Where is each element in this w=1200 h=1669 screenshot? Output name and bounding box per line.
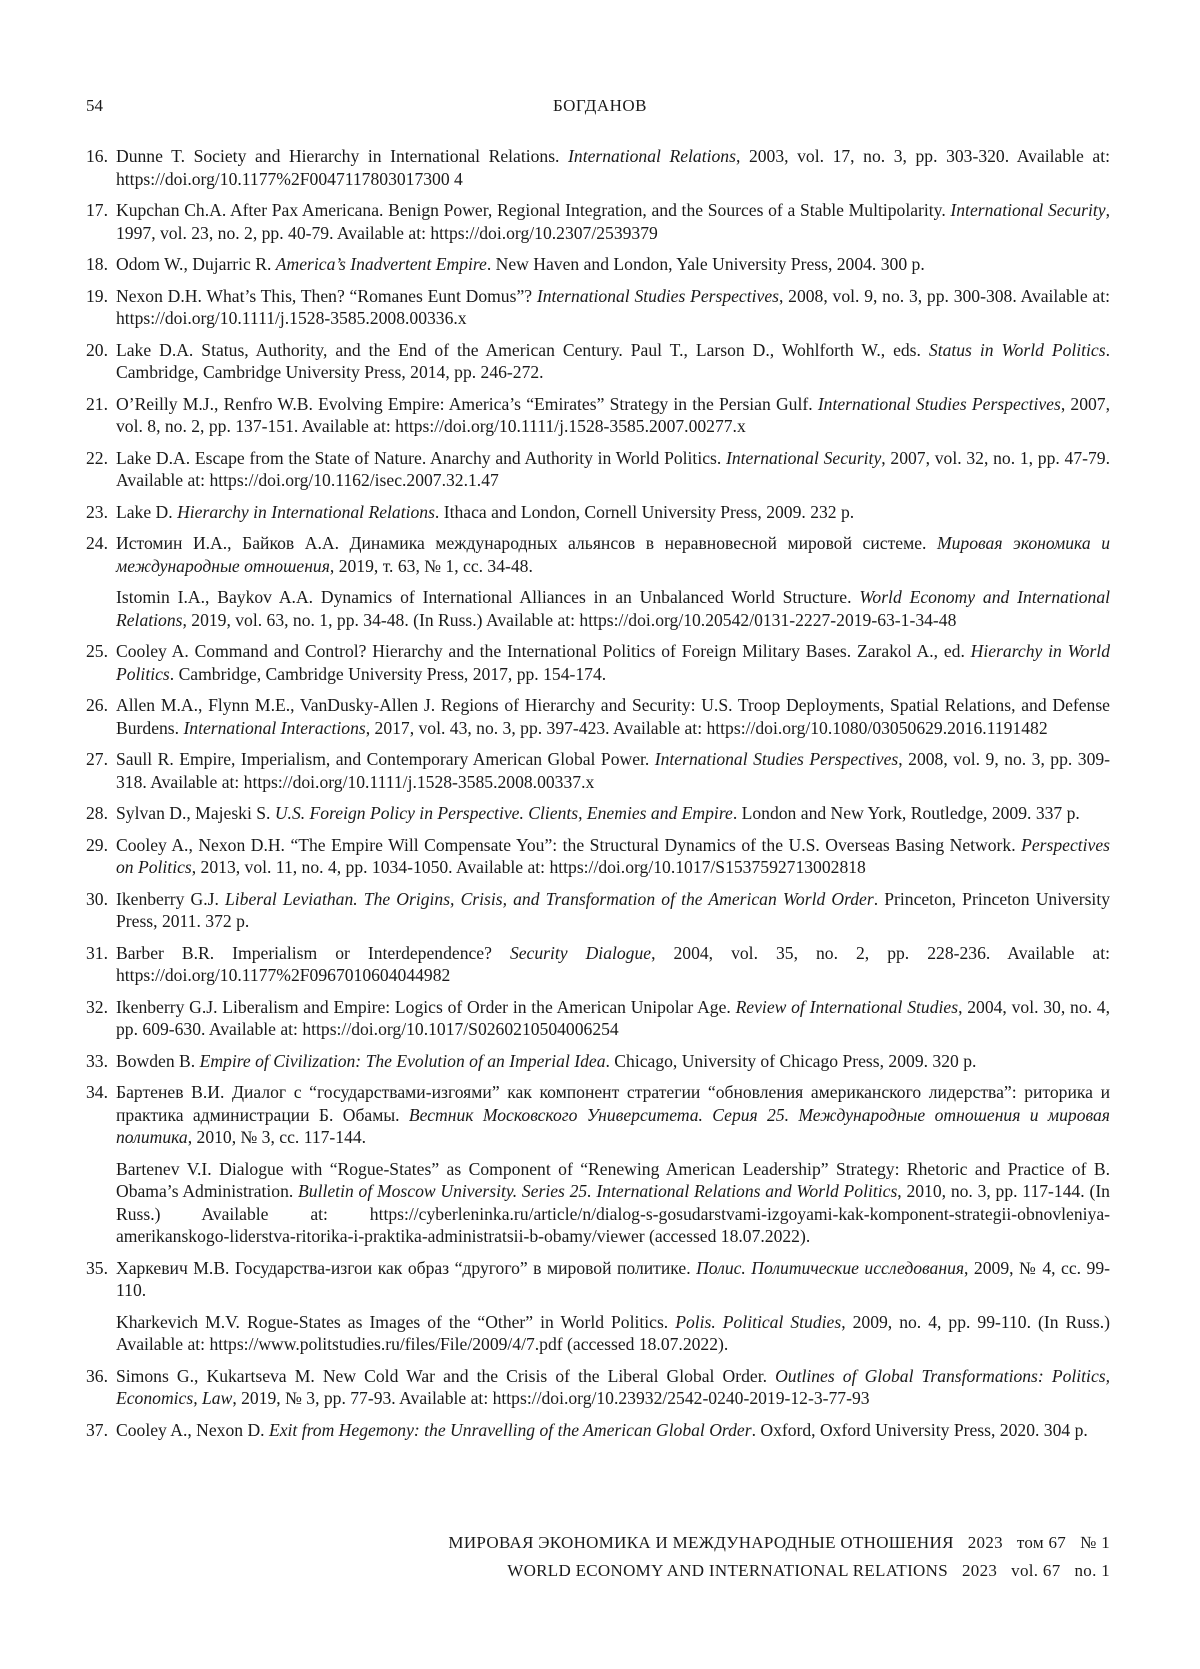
reference-text	[116, 393, 1110, 438]
reference-source-title: International Studies Perspectives	[654, 749, 899, 769]
reference-segment: Cooley A., Nexon D.	[116, 1419, 269, 1440]
reference-segment: , 2010, no. 3, pp. 117-144. (In Russ.) Available at: https://cyberleninka.ru/article/n/dialog-s-gosudarstvami-izgoyami-kak-komponent-strategii-obnovleniya-amerikanskogo-liderstva-ritorika-i-praktika-administratsii-b-obamy/viewer (accessed 18.07.2022).	[116, 1181, 1110, 1246]
reference-segment: . Oxford, Oxford University Press, 2020. 304 p.	[751, 1419, 1088, 1440]
reference-segment: Харкевич М.В. Государства-изгои как образ “другого” в мировой политике.	[116, 1257, 697, 1278]
reference-text	[116, 1365, 1110, 1410]
reference-item	[86, 888, 1110, 933]
reference-segment: , 2019, т. 63, № 1, сс. 34-48.	[329, 555, 533, 576]
reference-item	[86, 393, 1110, 438]
footer-year-ru: 2023	[967, 1533, 1003, 1552]
reference-text	[116, 802, 1110, 825]
reference-source-title: Hierarchy in International Relations	[177, 501, 435, 522]
reference-segment: Kupchan Ch.A. After Pax Americana. Benign Power, Regional Integration, and the Sources of a Stable Multipolarity.	[116, 200, 951, 220]
reference-segment: . Chicago, University of Chicago Press, 2009. 320 p.	[605, 1050, 977, 1071]
reference-number: 36.	[86, 1365, 108, 1386]
reference-number: 27.	[86, 749, 108, 769]
reference-text	[116, 1081, 1110, 1149]
reference-segment: , 2008, vol. 9, no. 3, pp. 309-318. Available at: https://doi.org/10.1111/j.1528-3585.2008.00337.x	[116, 749, 1111, 792]
reference-list	[86, 145, 1110, 1450]
reference-segment: Истомин И.А., Байков А.А. Динамика международных альянсов в неравновесной мировой системе.	[116, 533, 937, 553]
reference-source-title: International Security	[950, 200, 1106, 220]
reference-segment: Istomin I.A., Baykov A.A. Dynamics of International Alliances in an Unbalanced World Structure.	[116, 587, 860, 607]
reference-segment: . Princeton, Princeton University Press, 2011. 372 p.	[116, 888, 1110, 931]
reference-segment: . New Haven and London, Yale University Press, 2004. 300 p.	[486, 254, 925, 274]
reference-source-title: International Interactions	[183, 717, 366, 738]
reference-text	[116, 447, 1110, 492]
reference-segment: , 2019, vol. 63, no. 1, pp. 34-48. (In Russ.) Available at: https://doi.org/10.20542/0131-2227-2019-63-1-34-48	[182, 609, 957, 630]
reference-segment: , 2013, vol. 11, no. 4, pp. 1034-1050. Available at: https://doi.org/10.1017/S1537592713002818	[191, 857, 866, 877]
reference-segment: . Cambridge, Cambridge University Press, 2017, pp. 154-174.	[169, 663, 607, 684]
reference-number: 35.	[86, 1257, 108, 1278]
reference-source-title: Полис. Политические исследования	[696, 1257, 965, 1278]
reference-text	[116, 532, 1110, 577]
reference-segment: . Cambridge, Cambridge University Press, 2014, pp. 246-272.	[116, 339, 1110, 382]
reference-translation	[116, 1158, 1110, 1248]
reference-segment: Bartenev V.I. Dialogue with “Rogue-States” as Component of “Renewing American Leadership” Strategy: Rhetoric and Practice of B. Obama’s Administration.	[116, 1158, 1110, 1201]
reference-source-title: International Studies Perspectives	[817, 393, 1061, 414]
reference-number: 33.	[86, 1050, 108, 1071]
reference-item	[86, 1081, 1110, 1248]
reference-translation	[116, 1311, 1110, 1356]
reference-segment: Lake D.A. Escape from the State of Nature. Anarchy and Authority in World Politics.	[116, 447, 727, 468]
reference-segment: Lake D.	[116, 501, 178, 522]
reference-item	[86, 447, 1110, 492]
reference-segment: , 2009, no. 4, pp. 99-110. (In Russ.) Available at: https://www.politstudies.ru/files/File/2009/4/7.pdf (accessed 18.07.2022).	[116, 1311, 1110, 1354]
reference-number: 28.	[86, 803, 108, 823]
reference-segment: Lake D.A. Status, Authority, and the End of the American Century. Paul T., Larson D., Wohlforth W., eds.	[116, 339, 929, 360]
reference-number: 32.	[86, 996, 108, 1017]
reference-segment: , 2017, vol. 43, no. 3, pp. 397-423. Available at: https://doi.org/10.1080/03050629.2016.1191482	[365, 717, 1048, 738]
reference-text	[116, 285, 1110, 330]
reference-text	[116, 145, 1110, 190]
reference-source-title: Вестник Московского Университета. Серия 25. Международные отношения и мировая политика	[116, 1104, 1110, 1147]
reference-segment: , 2009, № 4, сс. 99-110.	[116, 1257, 1110, 1300]
reference-segment: , 2003, vol. 17, no. 3, pp. 303-320. Available at: https://doi.org/10.1177%2F0047117803017300 4	[116, 146, 1110, 189]
footer-russian	[448, 1533, 1110, 1553]
reference-number: 24.	[86, 533, 108, 553]
reference-item	[86, 942, 1110, 987]
reference-segment: Ikenberry G.J.	[116, 888, 225, 909]
reference-segment: Sylvan D., Majeski S.	[116, 803, 275, 823]
reference-number: 16.	[86, 146, 108, 166]
reference-number: 26.	[86, 695, 108, 715]
reference-number: 34.	[86, 1082, 108, 1102]
reference-number: 23.	[86, 501, 108, 522]
reference-segment: . Ithaca and London, Cornell University Press, 2009. 232 p.	[434, 501, 855, 522]
reference-item	[86, 285, 1110, 330]
reference-item	[86, 802, 1110, 825]
reference-text	[116, 199, 1110, 244]
footer-volume-ru: том 67	[1016, 1533, 1067, 1552]
reference-number: 31.	[86, 942, 108, 963]
reference-translation	[116, 586, 1110, 631]
reference-segment: Nexon D.H. What’s This, Then? “Romanes Eunt Domus”?	[116, 285, 537, 306]
reference-text	[116, 339, 1110, 384]
reference-source-title: Liberal Leviathan. The Origins, Crisis, and Transformation of the American World Order	[224, 888, 874, 909]
reference-text	[116, 1257, 1110, 1302]
running-head: БОГДАНОВ	[552, 96, 648, 115]
reference-number: 19.	[86, 285, 108, 306]
reference-text	[116, 942, 1110, 987]
reference-segment: , 2004, vol. 35, no. 2, pp. 228-236. Available at: https://doi.org/10.1177%2F0967010604044982	[116, 942, 1110, 985]
reference-text	[116, 888, 1110, 933]
footer-journal-title-en: WORLD ECONOMY AND INTERNATIONAL RELATIONS	[507, 1561, 948, 1580]
reference-item	[86, 1419, 1110, 1442]
reference-segment: Saull R. Empire, Imperialism, and Contemporary American Global Power.	[116, 749, 655, 769]
reference-source-title: Perspectives on Politics	[116, 834, 1110, 877]
reference-source-title: Outlines of Global Transformations: Politics, Economics, Law	[116, 1365, 1111, 1408]
footer-issue-en: no. 1	[1074, 1561, 1110, 1580]
reference-segment: , 1997, vol. 23, no. 2, pp. 40-79. Available at: https://doi.org/10.2307/2539379	[116, 200, 1110, 243]
reference-segment: , 2004, vol. 30, no. 4, pp. 609-630. Available at: https://doi.org/10.1017/S0260210504006254	[116, 996, 1110, 1039]
reference-number: 18.	[86, 254, 108, 274]
reference-item	[86, 834, 1110, 879]
reference-item	[86, 145, 1110, 190]
reference-number: 30.	[86, 888, 108, 909]
reference-source-title: International Relations	[568, 146, 736, 166]
reference-number: 22.	[86, 447, 108, 468]
reference-number: 29.	[86, 834, 108, 855]
reference-number: 17.	[86, 200, 108, 220]
reference-source-title: Мировая экономика и международные отношения	[116, 533, 1110, 576]
reference-item	[86, 694, 1110, 739]
reference-segment: Barber B.R. Imperialism or Interdependence?	[116, 942, 510, 963]
reference-item	[86, 1365, 1110, 1410]
reference-source-title: U.S. Foreign Policy in Perspective. Clients, Enemies and Empire	[274, 803, 733, 823]
reference-text	[116, 996, 1110, 1041]
reference-segment: , 2007, vol. 32, no. 1, pp. 47-79. Available at: https://doi.org/10.1162/isec.2007.32.1.47	[116, 447, 1110, 490]
reference-item	[86, 1050, 1110, 1073]
footer-issue-ru: № 1	[1080, 1533, 1110, 1552]
reference-segment: Ikenberry G.J. Liberalism and Empire: Logics of Order in the American Unipolar Age.	[116, 996, 736, 1017]
reference-segment: . London and New York, Routledge, 2009. 337 p.	[732, 803, 1080, 823]
footer-volume-en: vol. 67	[1011, 1561, 1061, 1580]
reference-item	[86, 996, 1110, 1041]
reference-segment: , 2007, vol. 8, no. 2, pp. 137-151. Available at: https://doi.org/10.1111/j.1528-3585.2007.00277.x	[116, 393, 1110, 436]
footer-journal-title-ru: МИРОВАЯ ЭКОНОМИКА И МЕЖДУНАРОДНЫЕ ОТНОШЕНИЯ	[448, 1533, 954, 1552]
reference-segment: Kharkevich M.V. Rogue-States as Images of the “Other” in World Politics.	[116, 1311, 676, 1332]
reference-number: 37.	[86, 1419, 108, 1440]
reference-text	[116, 834, 1110, 879]
reference-source-title: Status in World Politics	[928, 339, 1106, 360]
reference-item	[86, 339, 1110, 384]
reference-item	[86, 199, 1110, 244]
reference-source-title: Security Dialogue	[509, 942, 652, 963]
reference-item	[86, 253, 1110, 276]
reference-source-title: Review of International Studies	[735, 996, 959, 1017]
reference-text	[116, 253, 1110, 276]
reference-item	[86, 532, 1110, 631]
reference-segment: Cooley A. Command and Control? Hierarchy and the International Politics of Foreign Military Bases. Zarakol A., ed.	[116, 641, 971, 661]
reference-segment: O’Reilly M.J., Renfro W.B. Evolving Empire: America’s “Emirates” Strategy in the Persian Gulf.	[116, 393, 818, 414]
reference-source-title: World Economy and International Relations	[116, 587, 1111, 630]
reference-number: 21.	[86, 393, 108, 414]
reference-segment: Bowden B.	[116, 1050, 200, 1071]
reference-item	[86, 1257, 1110, 1356]
reference-segment: , 2010, № 3, сс. 117-144.	[187, 1127, 367, 1147]
reference-item	[86, 501, 1110, 524]
footer-english	[507, 1561, 1110, 1581]
reference-segment: Odom W., Dujarric R.	[116, 254, 276, 274]
reference-segment: Dunne T. Society and Hierarchy in International Relations.	[116, 146, 569, 166]
reference-segment: Cooley A., Nexon D.H. “The Empire Will Compensate You”: the Structural Dynamics of the U.S. Overseas Basing Network.	[116, 834, 1022, 855]
reference-source-title: Hierarchy in World Politics	[116, 641, 1110, 684]
reference-source-title: America’s Inadvertent Empire	[275, 254, 487, 274]
reference-text	[116, 1050, 1110, 1073]
footer-year-en: 2023	[961, 1561, 998, 1580]
reference-text	[116, 1419, 1110, 1442]
page-number: 54	[86, 96, 103, 115]
reference-text	[116, 694, 1110, 739]
reference-segment: Allen M.A., Flynn M.E., VanDusky-Allen J. Regions of Hierarchy and Security: U.S. Troop Deployments, Spatial Relations, and Defense Burdens.	[116, 695, 1110, 738]
reference-text	[116, 501, 1110, 524]
reference-item	[86, 748, 1110, 793]
reference-source-title: Bulletin of Moscow University. Series 25. International Relations and World Politics	[298, 1181, 898, 1201]
reference-text	[116, 640, 1110, 685]
reference-source-title: Exit from Hegemony: the Unravelling of the American Global Order	[268, 1419, 752, 1440]
reference-item	[86, 640, 1110, 685]
reference-source-title: Empire of Civilization: The Evolution of an Imperial Idea	[199, 1050, 606, 1071]
reference-segment: , 2008, vol. 9, no. 3, pp. 300-308. Available at: https://doi.org/10.1111/j.1528-3585.2008.00336.x	[116, 285, 1110, 328]
reference-source-title: International Studies Perspectives	[536, 285, 779, 306]
reference-segment: Simons G., Kukartseva M. New Cold War and the Crisis of the Liberal Global Order.	[116, 1365, 776, 1386]
reference-text	[116, 748, 1110, 793]
reference-number: 20.	[86, 339, 108, 360]
reference-segment: , 2019, № 3, pp. 77-93. Available at: https://doi.org/10.23932/2542-0240-2019-12-3-77-93	[232, 1388, 870, 1408]
reference-source-title: International Security	[726, 447, 882, 468]
reference-source-title: Polis. Political Studies	[675, 1311, 842, 1332]
reference-number: 25.	[86, 641, 108, 661]
reference-segment: Бартенев В.И. Диалог с “государствами-изгоями” как компонент стратегии “обновления американского лидерства”: риторика и практика администрации Б. Обамы.	[116, 1082, 1110, 1125]
